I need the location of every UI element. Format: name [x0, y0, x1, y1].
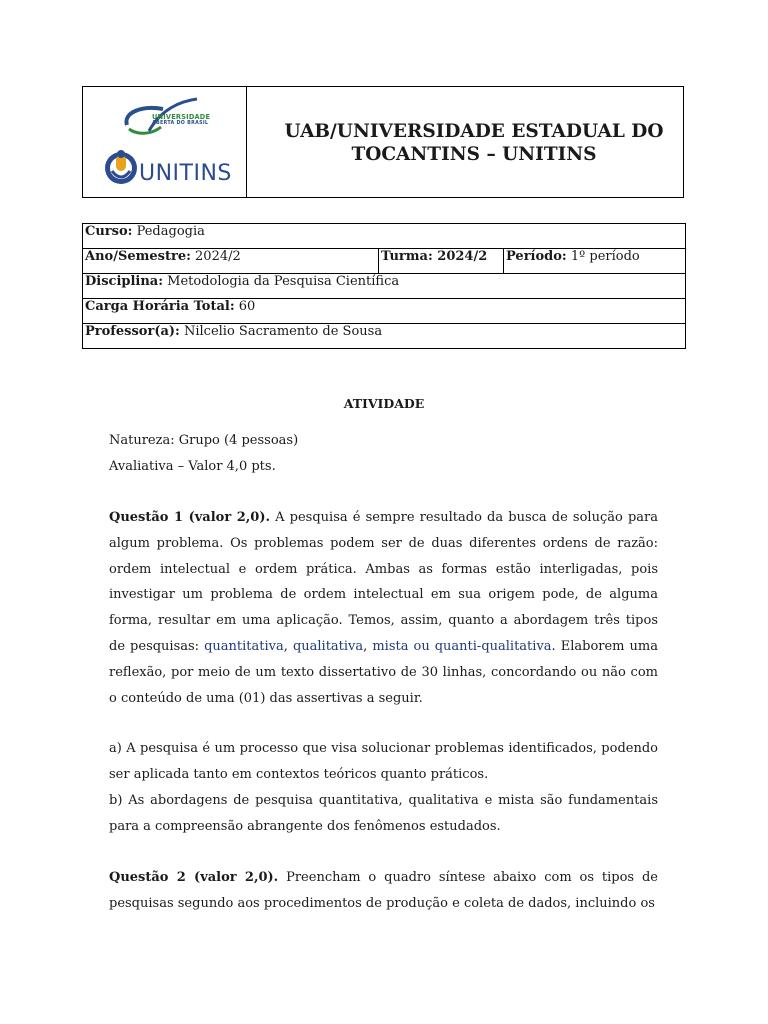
uab-logo-text: UNIVERSIDADE	[152, 113, 211, 121]
carga-label: Carga Horária Total:	[85, 299, 235, 314]
logo-cell	[83, 87, 247, 197]
question-1-text-a: A pesquisa é sempre resultado da busca de solução para algum problema. Os problemas podem ser de duas diferentes ordens de razão: ordem intelectual e ordem prática. Ambas as formas estão interligadas, pois investigar um problema de ordem intelectual em sua origem pode, de alguma forma, resultar em uma aplicação. Temos, assim, quanto a abordagem três tipos de pesquisas:	[109, 510, 658, 654]
table-row	[83, 274, 686, 299]
table-row	[83, 249, 686, 274]
unitins-logo-icon	[103, 149, 139, 185]
disciplina-cell	[83, 274, 686, 299]
question-2	[109, 865, 658, 917]
table-row	[83, 224, 686, 249]
question-1-label: Questão 1 (valor 2,0).	[109, 510, 270, 525]
assertion-a: a) A pesquisa é um processo que visa solucionar problemas identificados, podendo ser aplicada tanto em contextos teóricos quanto práticos.	[109, 741, 658, 782]
carga-value: 60	[234, 299, 256, 314]
term-quantitativa: quantitativa	[204, 638, 284, 654]
periodo-value: 1º período	[566, 249, 640, 264]
question-1-text-b: . Elaborem uma reflexão, por meio de um texto dissertativo de 30 linhas, concordando ou não com o conteúdo de uma (01) das assertivas a seguir.	[109, 638, 658, 706]
header-box	[82, 86, 684, 198]
question-1-sep2: ,	[363, 638, 373, 654]
professor-cell	[83, 324, 686, 349]
term-qualitativa: qualitativa	[292, 638, 364, 654]
disciplina-value: Metodologia da Pesquisa Científica	[163, 274, 400, 289]
question-1-sep1: ,	[283, 638, 293, 654]
disciplina-label: Disciplina:	[85, 274, 164, 289]
course-info-table	[82, 223, 686, 349]
assertion-b: b) As abordagens de pesquisa quantitativa, qualitativa e mista são fundamentais para a compreensão abrangente dos fenômenos estudados.	[109, 793, 658, 834]
professor-value: Nilcelio Sacramento de Sousa	[179, 324, 383, 339]
turma-cell	[379, 249, 504, 274]
activity-nature: Natureza: Grupo (4 pessoas)	[109, 433, 299, 448]
activity-value: Avaliativa – Valor 4,0 pts.	[109, 459, 276, 474]
periodo-cell	[504, 249, 686, 274]
curso-value: Pedagogia	[132, 224, 205, 239]
title-line-1: UAB/UNIVERSIDADE ESTADUAL DO	[284, 121, 664, 142]
table-row	[83, 324, 686, 349]
uab-logo-subtext: ABERTA DO BRASIL	[152, 121, 209, 126]
term-mista: mista ou quanti-qualitativa	[372, 638, 552, 654]
ano-value: 2024/2	[190, 249, 241, 264]
ano-label: Ano/Semestre:	[85, 249, 191, 264]
curso-cell	[83, 224, 686, 249]
question-1	[109, 505, 658, 711]
professor-label: Professor(a):	[85, 324, 180, 339]
periodo-label: Período:	[506, 249, 567, 264]
page-title	[247, 87, 683, 197]
table-row	[83, 299, 686, 324]
activity-title: ATIVIDADE	[343, 396, 425, 411]
title-line-2: TOCANTINS – UNITINS	[351, 144, 597, 165]
carga-cell	[83, 299, 686, 324]
ano-cell	[83, 249, 379, 274]
unitins-logo-text: UNITINS	[139, 161, 232, 186]
curso-label: Curso:	[85, 224, 133, 239]
question-2-label: Questão 2 (valor 2,0).	[109, 870, 279, 885]
turma-label: Turma: 2024/2	[381, 249, 488, 264]
question-2-text: Preencham o quadro síntese abaixo com os tipos de pesquisas segundo aos procedimentos de produção e coleta de dados, incluindo os	[109, 870, 658, 911]
